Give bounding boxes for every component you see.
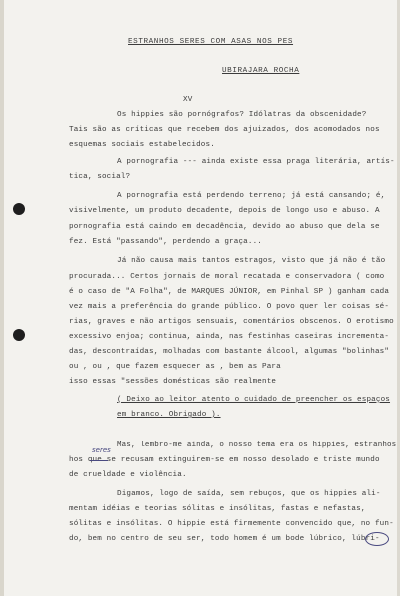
text-line: é o caso de "A Folha", de MARQUES JÚNIOR, em Pinhal SP ) ganham cada (69, 288, 390, 296)
punch-hole-top (13, 203, 25, 215)
text-line: tica, social? (69, 173, 131, 181)
text-line: de crueldade e violência. (69, 471, 187, 479)
text-line: das, descontraídas, molhadas com bastante álcool, algumas "bolinhas" (69, 348, 390, 356)
text-line: vez mais a preferência do grande público. O povo quer ler coisas sé- (69, 303, 390, 311)
text-line: Já não causa mais tantos estragos, visto que já não é tão (117, 257, 386, 265)
text-line: A pornografia está perdendo terreno; já está cansando; é, (117, 192, 386, 200)
text-line: Mas, lembro-me ainda, o nosso tema era os hippies, estranhos (117, 441, 397, 449)
text-line: sólitas e insólitas. O hippie está firmemente convencido que, no fun- (69, 520, 394, 528)
text-line: em branco. Obrigado ). (117, 411, 221, 419)
text-line: do, bem no centro de seu ser, todo homem é um bode lúbrico, lúbri- (69, 535, 380, 543)
text-line: mentam idéias e teorias sólitas e insólitas, fastas e nefastas, (69, 505, 366, 513)
handwritten-circle-mark (365, 532, 389, 546)
text-line: visivelmente, um produto decadente, depois de longo uso e abuso. A (69, 207, 380, 215)
text-line: hos que se recusam extinguirem-se em nosso desolado e triste mundo (69, 456, 380, 464)
chapter-number: XV (183, 96, 193, 104)
text-line: Os hippies são pornógrafos? Idólatras da obscenidade? (117, 111, 367, 119)
text-line: ( Deixo ao leitor atento o cuidado de preencher os espaços (117, 396, 391, 404)
text-line: A pornografia --- ainda existe essa praga literária, artís- (117, 158, 395, 166)
document-author: UBIRAJARA ROCHA (222, 67, 300, 75)
punch-hole-bottom (13, 329, 25, 341)
text-line: pornografia está caindo em decadência, devido ao abuso que dela se (69, 223, 380, 231)
text-line: isso essas "sessões domésticas são realmente (69, 378, 277, 386)
text-line: fez. Está "passando", perdendo a graça... (69, 238, 262, 246)
text-line: ou , ou , que fazem esquecer as , bem as Para (69, 363, 281, 371)
text-line: esquemas sociais estabelecidos. (69, 141, 215, 149)
text-line: Tais são as críticas que recebem dos ajuizados, dos acomodados nos (69, 126, 380, 134)
text-line: procurada... Certos jornais de moral recatada e conservadora ( como (69, 273, 385, 281)
handwritten-strikethrough (90, 460, 108, 461)
document-title: ESTRANHOS SERES COM ASAS NOS PES (128, 38, 294, 46)
text-line: Digamos, logo de saída, sem rebuços, que os hippies ali- (117, 490, 381, 498)
text-line: rias, graves e não artigos sensuais, comentários obscenos. O erotismo (69, 318, 394, 326)
page-left-edge (0, 0, 4, 596)
handwritten-annotation: seres (92, 446, 111, 454)
text-line: excessivo enjoa; continua, ainda, nas festinhas caseiras incrementa- (69, 333, 390, 341)
